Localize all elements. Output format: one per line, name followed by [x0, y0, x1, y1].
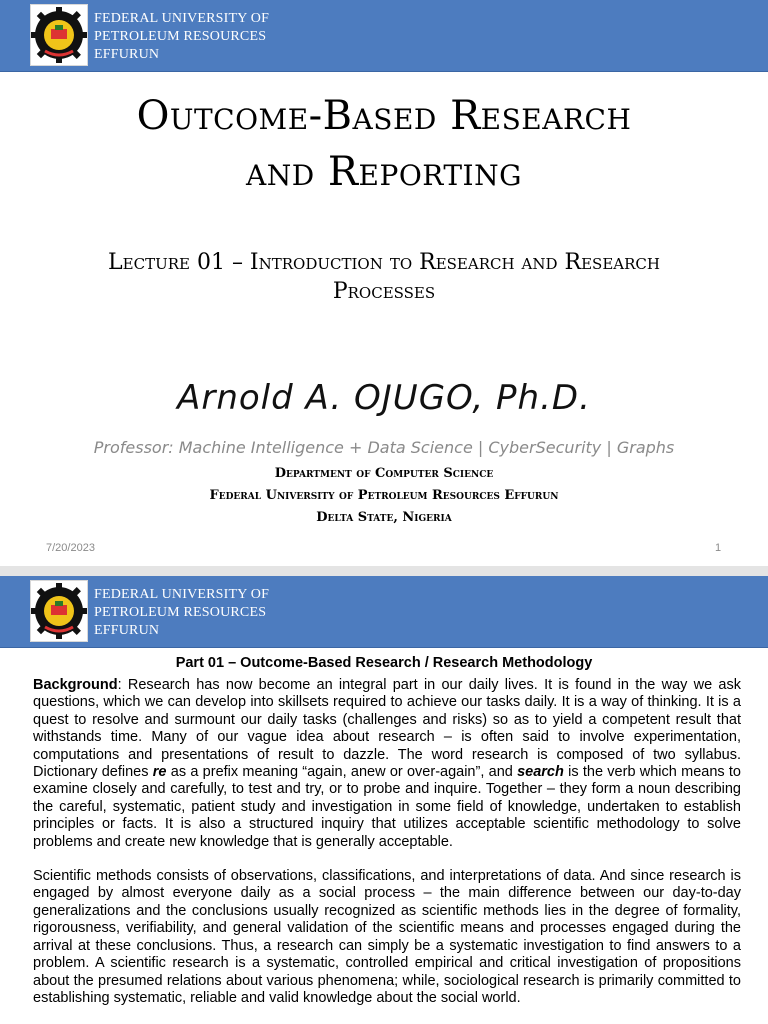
paragraph-text: as a prefix meaning “again, anew or over-again”, and: [166, 764, 518, 781]
emphasis-re: re: [152, 764, 167, 781]
body-text: [33, 677, 741, 1024]
background-label: Background: [33, 677, 118, 693]
slide-header: [0, 0, 768, 72]
institution-line: PETROLEUM RESOURCES: [94, 605, 267, 620]
institution-line: FEDERAL UNIVERSITY OF: [94, 587, 270, 602]
paragraph-background: [33, 677, 741, 851]
paragraph-text: : Research has now become an integral part in our daily lives. It is found in the way we ask questions, which we can develop into skillsets required to achieve our tasks daily. It is a way of thinking. It is a quest to resolve and surmount our daily tasks (challenges and risks) so as to yield a competent result that withstands time. Many of our vague idea about research – is often said to involve experimentation, computations and presentations of result to dazzle. The word research is composed of two syllabus. Dictionary defines: [33, 677, 741, 781]
department-line: Federal University of Petroleum Resources Effurun: [209, 488, 559, 503]
department-line: Delta State, Nigeria: [316, 510, 452, 525]
slide-date: 7/20/2023: [46, 542, 95, 554]
lecture-subtitle: Lecture 01 – Introduction to Research and Research Processes: [108, 250, 660, 304]
institution-line: FEDERAL UNIVERSITY OF: [94, 11, 270, 26]
slide-header: [0, 576, 768, 648]
author-name: Arnold A. OJUGO, Ph.D.: [177, 378, 591, 418]
paragraph-scientific-methods: Scientific methods consists of observations, classifications, and interpretations of data. And since research is engaged by almost everyone daily as a social process – the main difference between our day-to-day generalizations and the conclusions usually recognized as scientific methods lies in the degree of formality, rigorousness, verifiability, and general validation of the scientific means and processes engaged during the arrival at these conclusions. Thus, a research can simply be a systematic investigation to find answers to a problem. A scientific research is a systematic, controlled empirical and critical investigation of propositions about the presumed relations about various phenomena; while, sociological research is primarily committed to establishing systematic, reliable and valid knowledge about the social world.: [33, 868, 741, 1006]
department-line: Department of Computer Science: [274, 466, 494, 481]
title-line: and Reporting: [246, 149, 522, 195]
section-heading: Part 01 – Outcome-Based Research / Research Methodology: [175, 655, 593, 671]
university-logo: [30, 4, 88, 66]
slide-number: 1: [715, 542, 722, 554]
department-block: [0, 463, 768, 529]
institution-line: EFFURUN: [94, 623, 160, 638]
slide-separator: [0, 566, 768, 576]
institution-name: [94, 10, 269, 64]
title-line: Outcome-Based Research: [136, 93, 632, 139]
author-role: Professor: Machine Intelligence + Data Science | CyberSecurity | Graphs: [93, 438, 675, 457]
institution-line: EFFURUN: [94, 47, 160, 62]
university-logo: [30, 580, 88, 642]
emphasis-search: search: [517, 764, 564, 781]
slide-title: [0, 88, 768, 200]
institution-name: [94, 586, 269, 640]
slide-2: [0, 576, 768, 1024]
institution-line: PETROLEUM RESOURCES: [94, 29, 267, 44]
paragraph-text: is the verb which means to examine closely and carefully, to test and try, or to probe and inquire. Together – they form a noun describing the careful, systematic, patient study and investigation in some field of knowledge, undertaken to establish principles or facts. It is also a structured inquiry that utilizes acceptable scientific methodology to solve problems and create new knowledge that is generally acceptable.: [33, 764, 741, 850]
